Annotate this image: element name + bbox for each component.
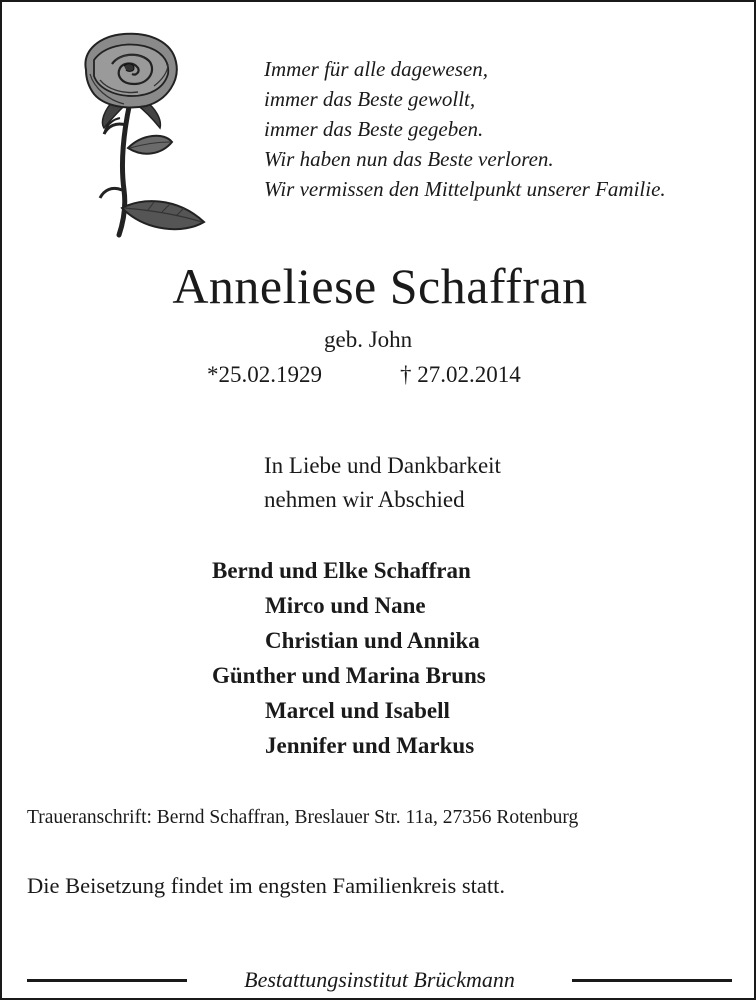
birth-date: *25.02.1929 (207, 362, 322, 387)
mourner-name: Mirco und Nane (265, 593, 426, 618)
farewell-line: In Liebe und Dankbarkeit (264, 453, 501, 478)
poem (264, 54, 744, 204)
mourner-name: Günther und Marina Bruns (212, 663, 486, 688)
deceased-name: Anneliese Schaffran (172, 258, 588, 314)
maiden-name: geb. John (324, 327, 413, 352)
mourner-name: Christian und Annika (265, 628, 480, 653)
farewell-line: nehmen wir Abschied (264, 487, 465, 512)
burial-notice: Die Beisetzung findet im engsten Familienkreis statt. (27, 873, 506, 898)
mourner-name: Marcel und Isabell (265, 698, 450, 723)
mourner-name: Jennifer und Markus (265, 733, 475, 758)
mourning-address: Traueranschrift: Bernd Schaffran, Breslauer Str. 11a, 27356 Rotenburg (27, 807, 579, 828)
rose-icon (64, 30, 214, 245)
divider (27, 979, 187, 982)
death-date: † 27.02.2014 (400, 362, 521, 387)
footer (2, 965, 754, 995)
poem-line: Wir haben nun das Beste verloren. (264, 147, 554, 171)
poem-line: Immer für alle dagewesen, (264, 57, 488, 81)
divider (572, 979, 732, 982)
mourner-name: Bernd und Elke Schaffran (212, 558, 471, 583)
mourners-list (212, 553, 486, 763)
poem-line: Wir vermissen den Mittelpunkt unserer Familie. (264, 177, 666, 201)
poem-line: immer das Beste gegeben. (264, 117, 484, 141)
farewell-text (264, 449, 501, 517)
undertaker-name: Bestattungsinstitut Brückmann (244, 967, 515, 992)
poem-line: immer das Beste gewollt, (264, 87, 476, 111)
